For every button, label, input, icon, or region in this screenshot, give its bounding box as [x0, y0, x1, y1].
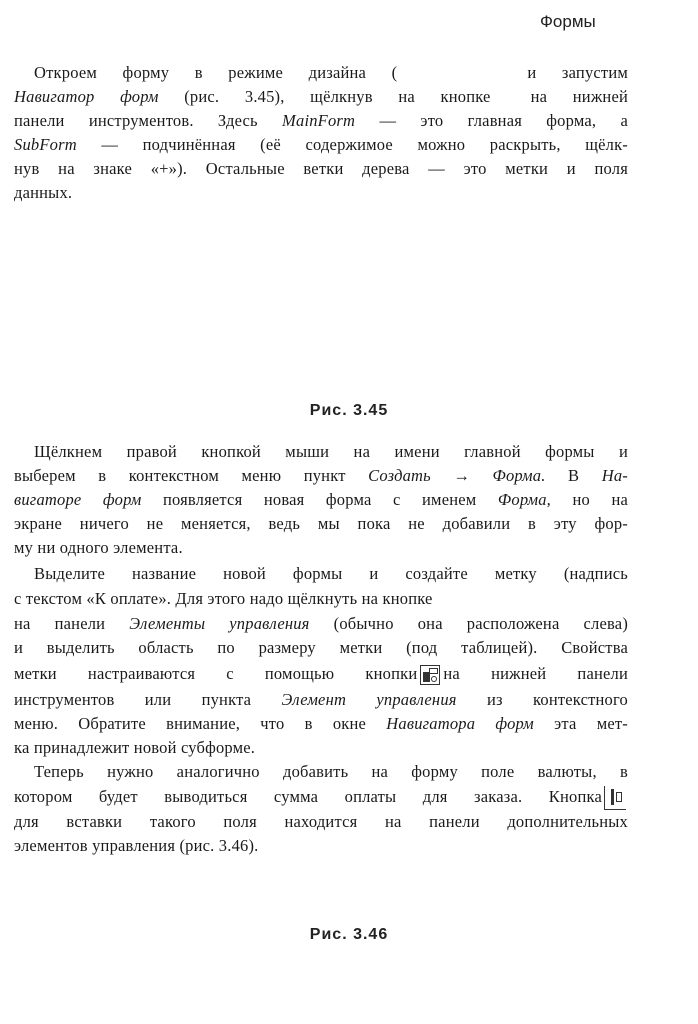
text-line: Навигатор форм (рис. 3.45), щёлкнув на кнопке на нижней	[14, 87, 629, 106]
text-line: экране ничего не меняется, ведь мы пока не добавили в эту фор-	[14, 514, 628, 533]
form-properties-icon	[420, 665, 440, 685]
text-line: для вставки такого поля находится на панели дополнительных	[14, 812, 628, 831]
text-line: инструментов или пункта Элемент управления из контекстного	[14, 690, 629, 709]
figure-caption-3-46: Рис. 3.46	[309, 926, 389, 943]
text-line: меню. Обратите внимание, что в окне Навигатора форм эта мет-	[14, 714, 628, 733]
figure-caption-3-45: Рис. 3.45	[309, 402, 389, 419]
text-line: Теперь нужно аналогично добавить на форму поле валюты, в	[34, 762, 628, 781]
text-line: му ни одного элемента.	[14, 538, 183, 557]
text-line: Выделите название новой формы и создайте метку (надпись	[34, 564, 628, 583]
text-line: элементов управления (рис. 3.46).	[14, 836, 259, 855]
text-line: с текстом «К оплате». Для этого надо щёлкнуть на кнопке	[14, 589, 433, 608]
text-line: Откроем форму в режиме дизайна ( и запустим	[34, 63, 629, 82]
text-line: вигаторе форм появляется новая форма с именем Форма, но на	[14, 490, 629, 509]
currency-field-icon	[604, 786, 626, 810]
text-line: на панели Элементы управления (обычно она расположена слева)	[14, 614, 629, 633]
text-line: котором будет выводиться сумма оплаты для заказа. Кнопка	[14, 786, 628, 808]
text-line: метки настраиваются с помощью кнопки на нижней панели	[14, 663, 628, 685]
text-line: Щёлкнем правой кнопкой мыши на имени главной формы и	[34, 442, 628, 461]
text-line: панели инструментов. Здесь MainForm — это главная форма, а	[14, 111, 629, 130]
text-line: SubForm — подчинённая (её содержимое можно раскрыть, щёлк-	[14, 135, 628, 154]
text-line: и выделить область по размеру метки (под таблицей). Свойства	[14, 638, 628, 657]
text-line: нув на знаке «+»). Остальные ветки дерева — это метки и поля	[14, 159, 628, 178]
text-line: ка принадлежит новой субформе.	[14, 738, 256, 757]
text-line: данных.	[14, 183, 73, 202]
running-head: Формы	[540, 12, 596, 31]
text-line: выберем в контекстном меню пункт Создать → Форма. В На-	[14, 466, 628, 485]
